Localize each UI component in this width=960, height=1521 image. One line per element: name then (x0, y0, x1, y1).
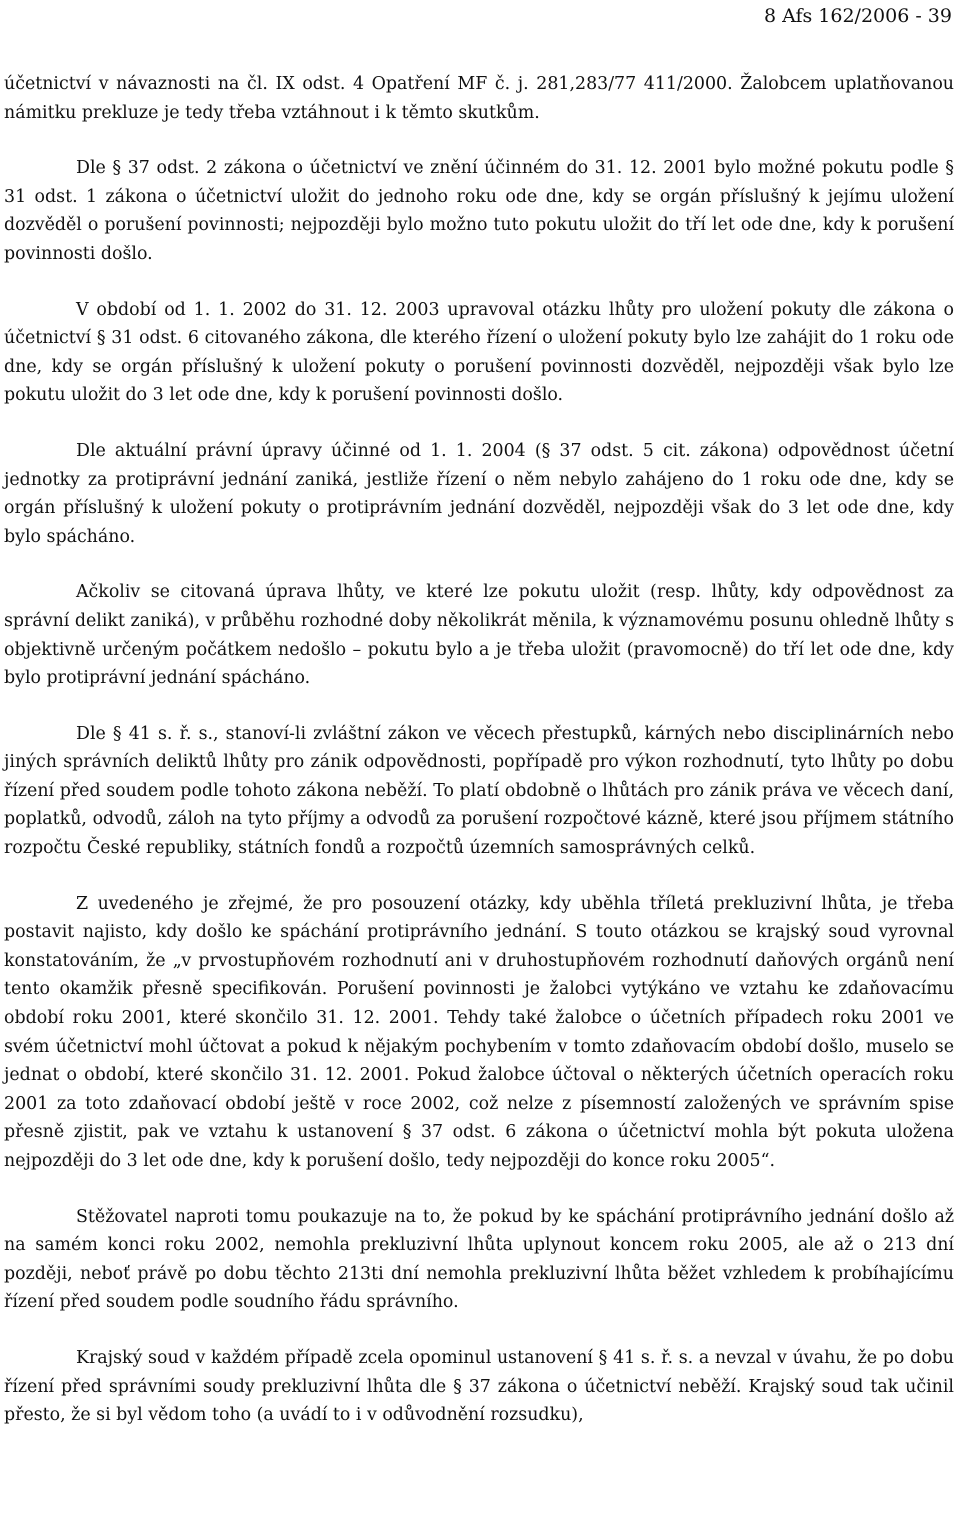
document-body (4, 70, 954, 1430)
paragraph-5: Ačkoliv se citovaná úprava lhůty, ve které lze pokutu uložit (resp. lhůty, kdy odpovědnost za správní delikt zaniká), v průběhu rozhodné doby několikrát měnila, k významovému posunu ohledně lhůty s objektivně určeným počátkem nedošlo – pokutu bylo a je třeba uložit (pravomocně) do tří let ode dne, kdy bylo protiprávní jednání spácháno. (4, 582, 954, 689)
paragraph-4: Dle aktuální právní úpravy účinné od 1. 1. 2004 (§ 37 odst. 5 cit. zákona) odpovědnost účetní jednotky za protiprávní jednání zaniká, jestliže řízení o něm nebylo zahájeno do 1 roku ode dne, kdy se orgán příslušný k uložení pokuty o protiprávním jednání dozvěděl, nejpozději však do 3 let ode dne, kdy bylo spácháno. (4, 440, 954, 547)
paragraph-9: Krajský soud v každém případě zcela opominul ustanovení § 41 s. ř. s. a nevzal v úvahu, že po dobu řízení před správními soudy prekluzivní lhůta dle § 37 zákona o účetnictví neběží. Krajský soud tak učinil přesto, že si byl vědom toho (a uvádí to i v odůvodnění rozsudku), (4, 1347, 954, 1426)
paragraph-3: V období od 1. 1. 2002 do 31. 12. 2003 upravoval otázku lhůty pro uložení pokuty dle zákona o účetnictví § 31 odst. 6 citovaného zákona, dle kterého řízení o uložení pokuty bylo lze zahájit do 1 roku ode dne, kdy se orgán příslušný k uložení pokuty o porušení povinnosti dozvěděl, nejpozději však bylo lze pokutu uložit do 3 let ode dne, kdy k porušení povinnosti došlo. (4, 299, 954, 406)
paragraph-8: Stěžovatel naproti tomu poukazuje na to, že pokud by ke spáchání protiprávního jednání došlo až na samém konci roku 2002, nemohla prekluzivní lhůta uplynout koncem roku 2005, ale až o 213 dní později, neboť právě po dobu těchto 213ti dní nemohla prekluzivní lhůta běžet vzhledem k probíhajícímu řízení před soudem podle soudního řádu správního. (4, 1206, 954, 1313)
paragraph-6: Dle § 41 s. ř. s., stanoví-li zvláštní zákon ve věcech přestupků, kárných nebo disciplinárních nebo jiných správních deliktů lhůty pro zánik odpovědnosti, popřípadě pro výkon rozhodnutí, tyto lhůty po dobu řízení před soudem podle tohoto zákona neběží. To platí obdobně o lhůtách pro zánik práva ve věcech daní, poplatků, odvodů, záloh na tyto příjmy a odvodů za porušení rozpočtové kázně, které jsou příjmem státního rozpočtu České republiky, státních fondů a rozpočtů územních samosprávných celků. (4, 723, 954, 859)
paragraph-2: Dle § 37 odst. 2 zákona o účetnictví ve znění účinném do 31. 12. 2001 bylo možné pokutu podle § 31 odst. 1 zákona o účetnictví uložit do jednoho roku ode dne, kdy se orgán příslušný k jejímu uložení dozvěděl o porušení povinnosti; nejpozději bylo možno tuto pokutu uložit do tří let ode dne, kdy k porušení povinnosti došlo. (4, 158, 954, 264)
case-number-header: 8 Afs 162/2006 - 39 (763, 5, 952, 27)
paragraph-7: Z uvedeného je zřejmé, že pro posouzení otázky, kdy uběhla tříletá prekluzivní lhůta, je třeba postavit najisto, kdy došlo ke spáchání protiprávního jednání. S touto otázkou se krajský soud vyrovnal konstatováním, že „v prvostupňovém rozhodnutí ani v druhostupňovém rozhodnutí daňových orgánů není tento okamžik přesně specifikován. Porušení povinnosti je žalobci vytýkáno ve vztahu ke zdaňovacímu období roku 2001, které skončilo 31. 12. 2001. Tehdy také žalobce o účetních případech roku 2001 ve svém účetnictví mohl účtovat a pokud k nějakým pochybením v tomto zdaňovacím období došlo, muselo se jednat o období, které skončilo 31. 12. 2001. Pokud žalobce účtoval o některých účetních operacích roku 2001 za toto zdaňovací období ještě v roce 2002, což nelze z písemností založených ve správním spise přesně zjistit, pak ve vztahu k ustanovení § 37 odst. 6 zákona o účetnictví mohla být pokuta uložena nejpozději do 3 let ode dne, kdy k porušení došlo, tedy nejpozději do konce roku 2005“. (4, 893, 954, 1171)
paragraph-1: účetnictví v návaznosti na čl. IX odst. 4 Opatření MF č. j. 281,283/77 411/2000. Žalobcem uplatňovanou námitku prekluze je tedy třeba vztáhnout i k těmto skutkům. (4, 74, 954, 123)
